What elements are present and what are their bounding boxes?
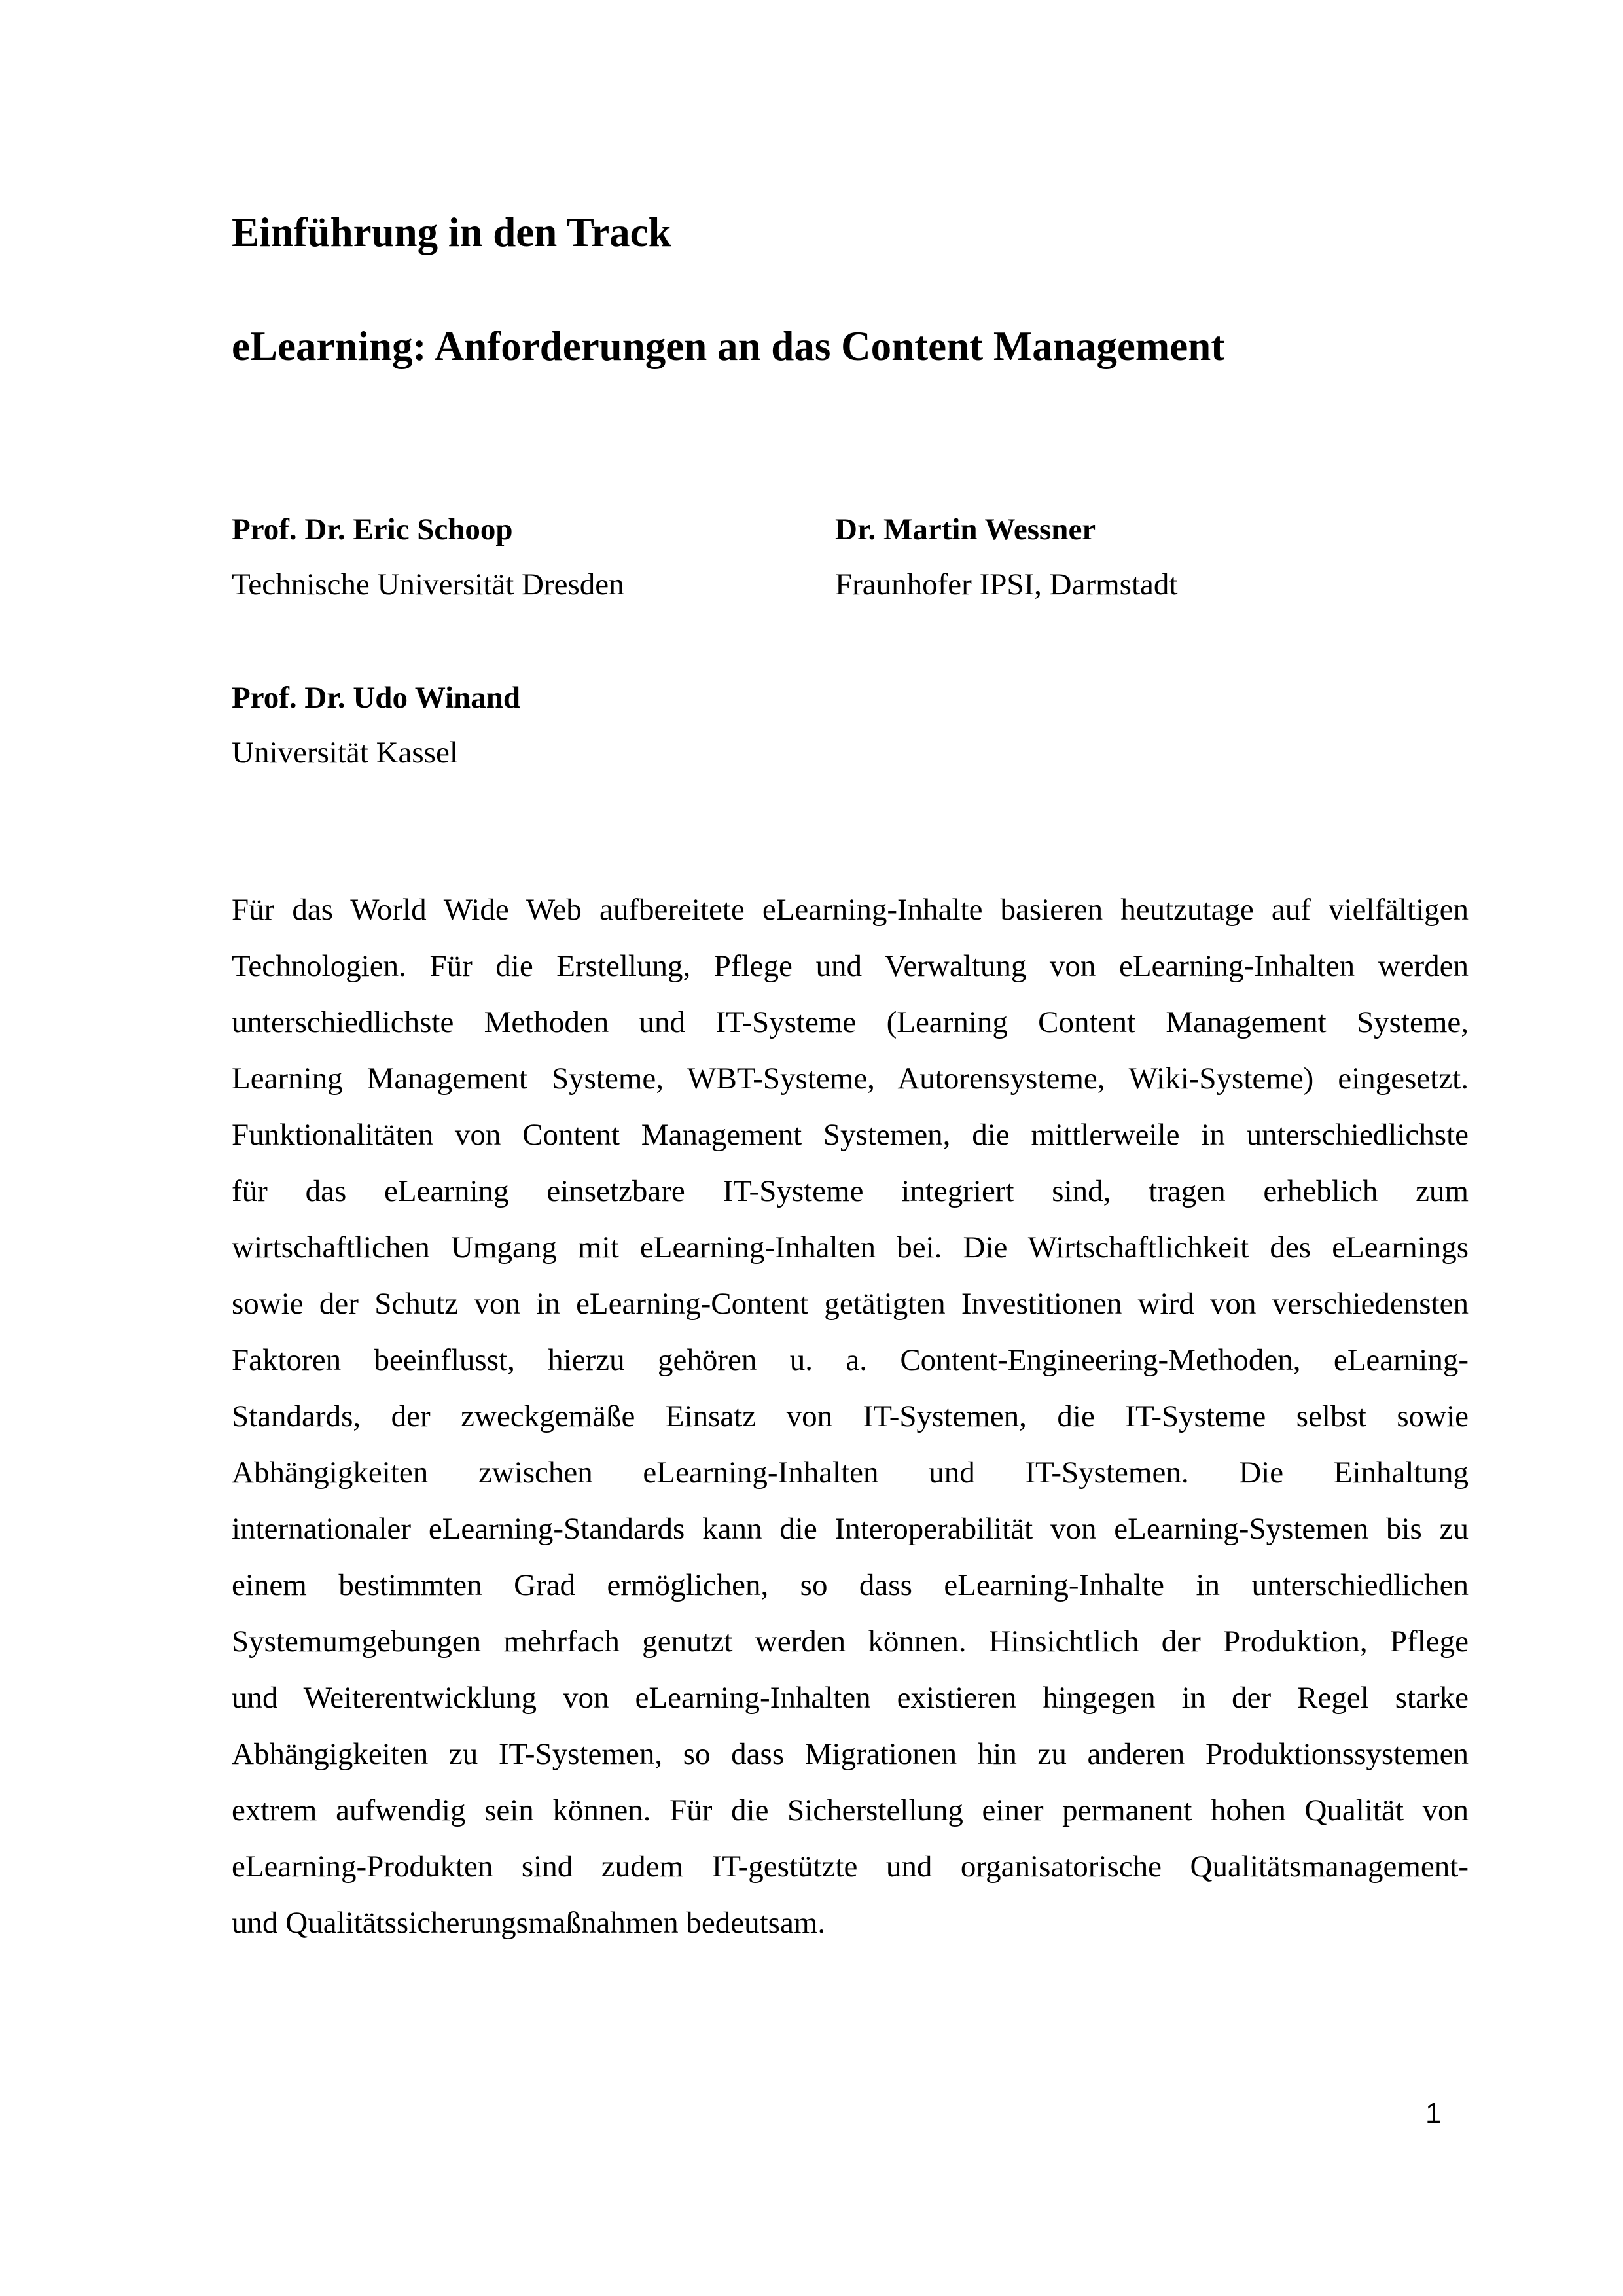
abstract-line: eLearning-Produkten sind zudem IT-gestützte und organisatorische Qualitätsmanagement- xyxy=(232,1850,1469,1884)
abstract-line: extrem aufwendig sein können. Für die Sicherstellung einer permanent hohen Qualität von xyxy=(232,1793,1469,1827)
abstract-line: Abhängigkeiten zwischen eLearning-Inhalten und IT-Systemen. Die Einhaltung xyxy=(232,1456,1469,1490)
abstract-line: wirtschaftlichen Umgang mit eLearning-Inhalten bei. Die Wirtschaftlichkeit des eLearnings xyxy=(232,1230,1469,1265)
abstract-line: internationaler eLearning-Standards kann die Interoperabilität von eLearning-Systemen bis zu xyxy=(232,1512,1469,1546)
author-affiliation: Technische Universität Dresden xyxy=(232,567,624,601)
abstract-line: Funktionalitäten von Content Management Systemen, die mittlerweile in unterschiedlichste xyxy=(232,1118,1469,1152)
author-affiliation: Universität Kassel xyxy=(232,736,458,770)
abstract-line: und Qualitätssicherungsmaßnahmen bedeutsam. xyxy=(232,1906,826,1940)
abstract-line: unterschiedlichste Methoden und IT-Systeme (Learning Content Management Systeme, xyxy=(232,1005,1469,1039)
abstract-line: sowie der Schutz von in eLearning-Content getätigten Investitionen wird von verschiedensten xyxy=(232,1287,1469,1321)
abstract-line: Faktoren beeinflusst, hierzu gehören u. a. Content-Engineering-Methoden, eLearning- xyxy=(232,1343,1469,1377)
abstract-line: Technologien. Für die Erstellung, Pflege und Verwaltung von eLearning-Inhalten werden xyxy=(232,949,1469,983)
author-block-winand xyxy=(232,683,520,768)
abstract-line: Für das World Wide Web aufbereitete eLearning-Inhalte basieren heutzutage auf vielfältigen xyxy=(232,893,1469,927)
abstract-line: Systemumgebungen mehrfach genutzt werden können. Hinsichtlich der Produktion, Pflege xyxy=(232,1624,1469,1659)
author-name: Prof. Dr. Udo Winand xyxy=(232,681,520,715)
page-number: 1 xyxy=(1425,2097,1442,2129)
abstract-line: einem bestimmten Grad ermöglichen, so dass eLearning-Inhalte in unterschiedlichen xyxy=(232,1568,1469,1602)
author-name: Prof. Dr. Eric Schoop xyxy=(232,512,513,547)
author-block-wessner xyxy=(835,514,1177,600)
abstract-line: Learning Management Systeme, WBT-Systeme, Autorensysteme, Wiki-Systeme) eingesetzt. xyxy=(232,1062,1469,1096)
abstract-paragraph xyxy=(232,882,1469,1951)
abstract-line: und Weiterentwicklung von eLearning-Inhalten existieren hingegen in der Regel starke xyxy=(232,1681,1469,1715)
author-name: Dr. Martin Wessner xyxy=(835,512,1096,547)
title-line-2: eLearning: Anforderungen an das Content Management xyxy=(232,323,1225,369)
title-line-1: Einführung in den Track xyxy=(232,209,671,255)
author-block-schoop xyxy=(232,514,624,600)
abstract-line: Abhängigkeiten zu IT-Systemen, so dass Migrationen hin zu anderen Produktionssystemen xyxy=(232,1737,1469,1771)
abstract-line: für das eLearning einsetzbare IT-Systeme integriert sind, tragen erheblich zum xyxy=(232,1174,1469,1208)
author-affiliation: Fraunhofer IPSI, Darmstadt xyxy=(835,567,1178,601)
abstract-line: Standards, der zweckgemäße Einsatz von IT-Systemen, die IT-Systeme selbst sowie xyxy=(232,1399,1469,1433)
